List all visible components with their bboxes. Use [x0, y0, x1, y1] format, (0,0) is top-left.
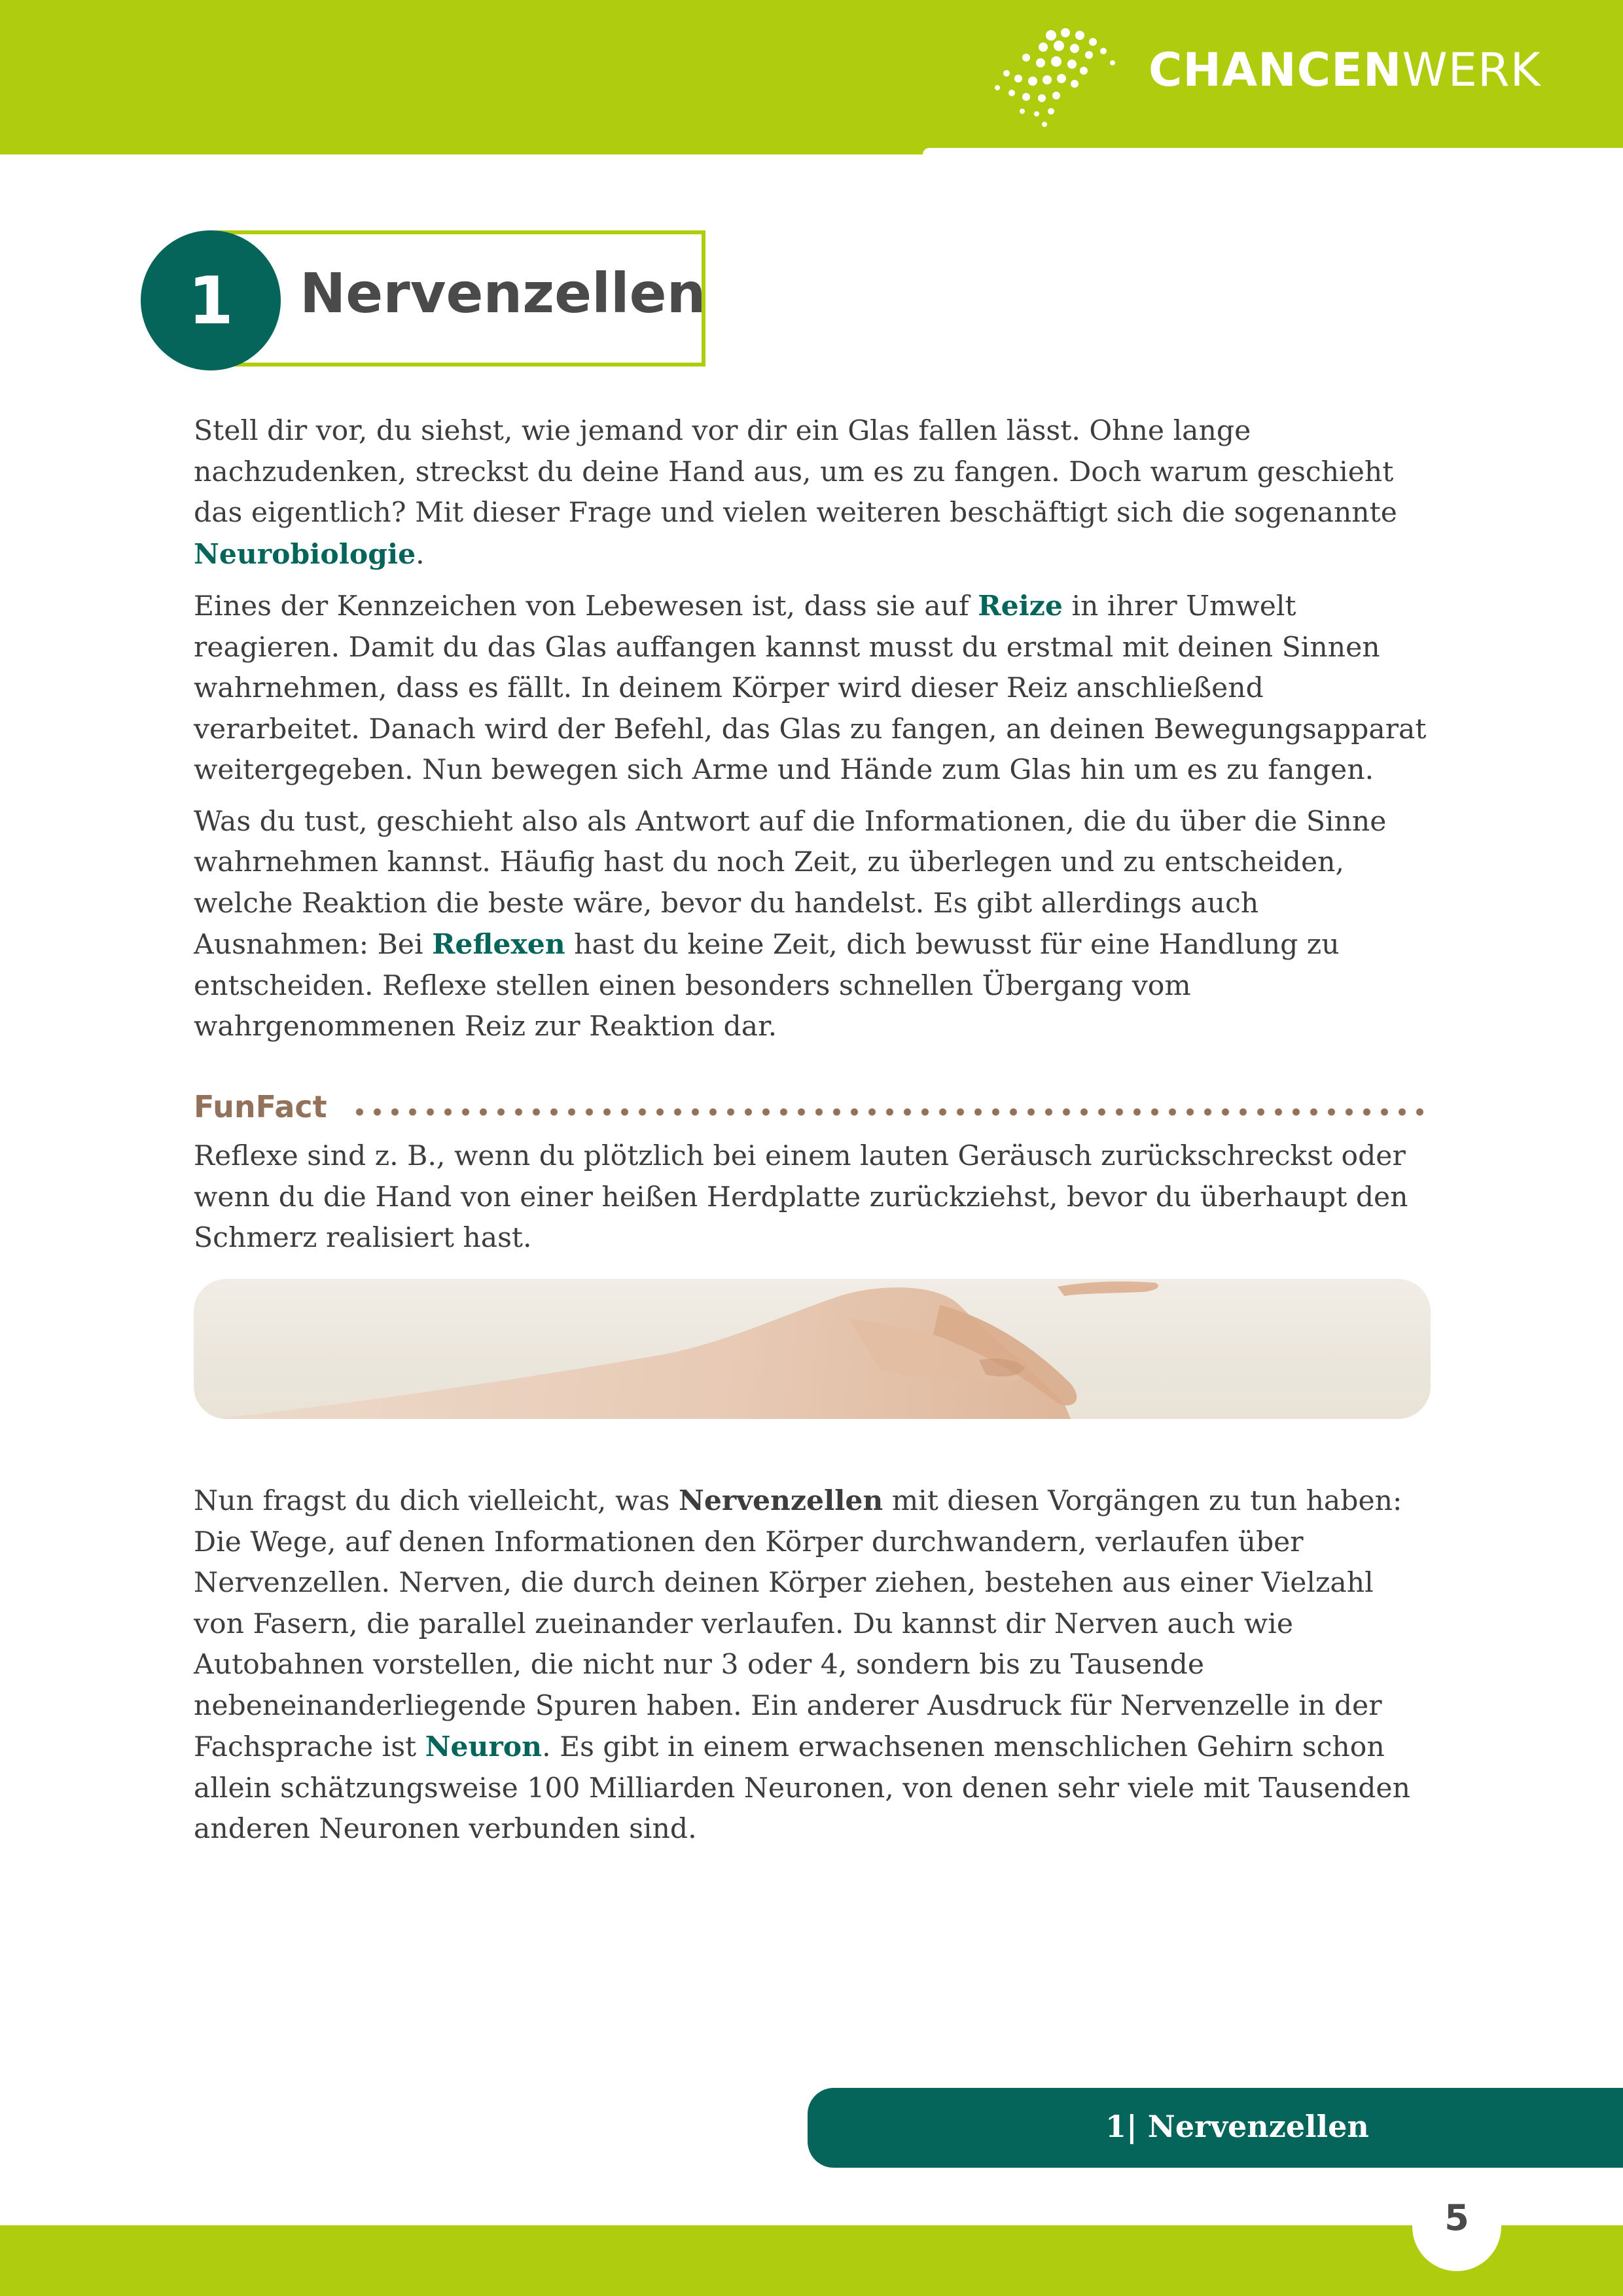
logo-text-bold: CHANCEN [1149, 43, 1402, 97]
text-run: Was du tust, geschieht also als Antwort auf die Informationen, die du über die Sinne wahrnehmen kannst. Häufig hast du noch Zeit, zu überlegen und zu entscheiden, welche Reaktion die beste wäre, bevor du handelst. Es gibt allerdings auch Ausnahmen: Bei [194, 805, 1387, 961]
text-run: hast du keine Zeit, dich bewusst für eine Handlung zu entscheiden. Reflexe stellen einen besonders schnellen Übergang vom wahrgenommenen Reiz zur Reaktion dar. [194, 929, 1340, 1043]
logo [988, 26, 1577, 131]
header-bar [0, 0, 1623, 154]
chapter-title: Nervenzellen [300, 261, 706, 325]
bold-nervenzellen: Nervenzellen [679, 1484, 883, 1517]
logo-wordmark [1149, 43, 1541, 97]
text-run: Nun fragst du dich vielleicht, was [194, 1485, 679, 1517]
footer-separator: | [1126, 2109, 1137, 2144]
text-run: mit diesen Vorgängen zu tun haben: Die Wege, auf denen Informationen den Körper durchwandern, verlaufen über Nervenzellen. Nerven, die durch deinen Körper ziehen, bestehen aus einer Vielzahl von Fasern, die parallel zueinander verlaufen. Du kannst dir Nerven auch wie Autobahnen vorstellen, die nicht nur 3 oder 4, sondern bis zu Tausende nebeneinanderliegende Spuren haben. Ein anderer Ausdruck für Nervenzelle in der Fachsprache ist [194, 1485, 1402, 1763]
paragraph-body [194, 1480, 1431, 1850]
funfact-section [194, 1136, 1431, 1259]
dotted-divider [351, 1107, 1431, 1117]
keyword-reize: Reize [978, 590, 1063, 622]
paragraph-intro-1 [194, 411, 1431, 575]
hand-photo [194, 1279, 1431, 1419]
header-edge [923, 148, 1623, 154]
body-section [194, 1480, 1431, 1850]
keyword-neuron: Neuron [425, 1731, 543, 1763]
footer-chapter-label [1105, 2108, 1369, 2147]
intro-section [194, 411, 1431, 1048]
paragraph-intro-3 [194, 802, 1431, 1048]
text-run: Eines der Kennzeichen von Lebewesen ist, dass sie auf [194, 590, 978, 622]
text-run: in ihrer Umwelt reagieren. Damit du das Glas auffangen kannst musst du erstmal mit deinen Sinnen wahrnehmen, dass es fällt. In deinem Körper wird dieser Reiz anschließend verarbeitet. Danach wird der Befehl, das Glas zu fangen, an deinen Bewegungsapparat weitergegeben. Nun bewegen sich Arme und Hände zum Glas hin um es zu fangen. [194, 590, 1427, 786]
paragraph-intro-2 [194, 586, 1431, 791]
text-run: Stell dir vor, du siehst, wie jemand vor dir ein Glas fallen lässt. Ohne lange nachzudenken, streckst du deine Hand aus, um es zu fangen. Doch warum geschieht das eigentlich? Mit dieser Frage und vielen weiteren beschäftigt sich die sogenannte [194, 415, 1397, 529]
text-run: . [416, 538, 425, 571]
page-number: 5 [1444, 2197, 1469, 2238]
footer-chapter-tab [808, 2088, 1623, 2168]
text-run: . Es gibt in einem erwachsenen menschlichen Gehirn schon allein schätzungsweise 100 Milliarden Neuronen, von denen sehr viele mit Tausenden anderen Neuronen verbunden sind. [194, 1731, 1410, 1845]
logo-text-light: WERK [1402, 43, 1541, 97]
funfact-text: Reflexe sind z. B., wenn du plötzlich bei einem lauten Geräusch zurückschreckst oder wenn du die Hand von einer heißen Herdplatte zurückziehst, bevor du überhaupt den Schmerz realisiert hast. [194, 1140, 1408, 1254]
footer-chapter-title: Nervenzellen [1147, 2109, 1369, 2144]
chapter-number-badge: 1 [141, 230, 281, 370]
funfact-label: FunFact [194, 1089, 327, 1124]
hand-illustration [194, 1279, 1431, 1419]
keyword-neurobiologie: Neurobiologie [194, 537, 416, 571]
footer-chapter-number: 1 [1105, 2109, 1127, 2144]
footer-bar [0, 2225, 1623, 2296]
funfact-header [194, 1088, 1431, 1134]
keyword-reflexen: Reflexen [432, 928, 565, 961]
page-number-badge [1412, 2182, 1501, 2271]
dot-cluster-icon [988, 26, 1132, 131]
